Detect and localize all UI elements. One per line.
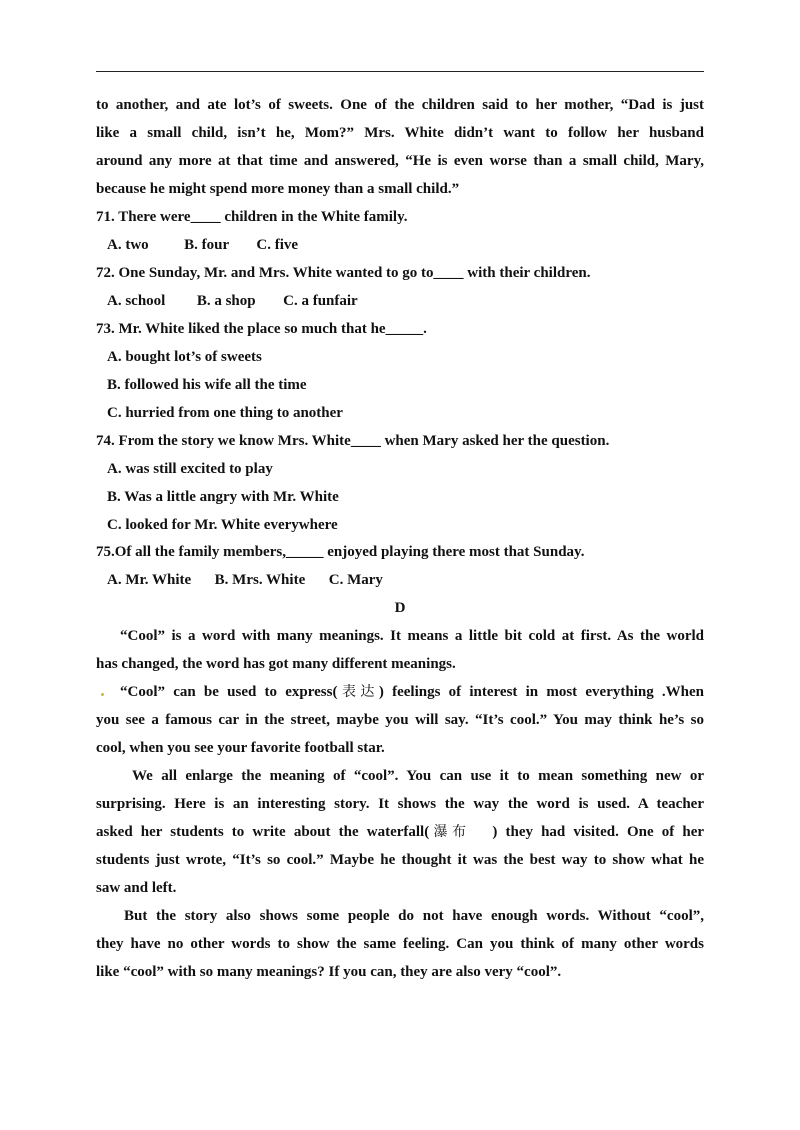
option-c: C. looked for Mr. White everywhere	[107, 517, 338, 533]
option-b: B. followed his wife all the time	[107, 377, 307, 393]
question-75-stem: 75.Of all the family members,_____ enjoyed playing there most that Sunday.	[96, 544, 585, 560]
paragraph-1-line: has changed, the word has got many different meanings.	[96, 656, 456, 672]
option-c: C. hurried from one thing to another	[107, 405, 343, 421]
paragraph-3-line: asked her students to write about the waterfall(瀑布 ) they had visited. One of her	[96, 824, 705, 840]
paragraph-2-line: you see a famous car in the street, maybe you will say. “It’s cool.” You may think he’s so	[96, 712, 704, 728]
question-73-stem: 73. Mr. White liked the place so much that he_____.	[96, 321, 427, 337]
cjk-gloss: 瀑布	[429, 824, 471, 840]
question-71-options	[107, 235, 715, 255]
option-a: A. two	[107, 237, 149, 253]
stray-dot	[101, 693, 104, 696]
cjk-gloss: 表达	[337, 684, 379, 700]
paragraph-2-line: “Cool” can be used to express(表达) feelings of interest in most everything .When	[120, 684, 705, 700]
option-c: C. a funfair	[283, 293, 358, 309]
header-rule	[96, 71, 704, 72]
option-a: A. was still excited to play	[107, 461, 273, 477]
option-c: C. five	[256, 237, 299, 253]
question-75-options	[107, 570, 715, 590]
passage-line: around any more at that time and answered, “He is even worse than a small child, Mary,	[96, 153, 704, 169]
question-72-stem: 72. One Sunday, Mr. and Mrs. White wanted to go to____ with their children.	[96, 265, 591, 281]
option-b: B. Mrs. White	[214, 572, 306, 588]
option-a: A. school	[107, 293, 166, 309]
question-74-stem: 74. From the story we know Mrs. White____ when Mary asked her the question.	[96, 433, 610, 449]
passage-line: to another, and ate lot’s of sweets. One of the children said to her mother, “Dad is just	[96, 97, 704, 113]
paragraph-4-line: But the story also shows some people do not have enough words. Without “cool”,	[124, 908, 704, 924]
paragraph-3-line: saw and left.	[96, 880, 177, 896]
option-c: C. Mary	[328, 572, 383, 588]
paragraph-2-line: cool, when you see your favorite football star.	[96, 740, 385, 756]
paragraph-1-line: “Cool” is a word with many meanings. It means a little bit cold at first. As the world	[120, 628, 704, 644]
option-a: A. Mr. White	[107, 572, 192, 588]
paragraph-4-line: like “cool” with so many meanings? If you can, they are also very “cool”.	[96, 964, 562, 980]
paragraph-4-line: they have no other words to show the same feeling. Can you think of many other words	[96, 936, 704, 952]
option-b: B. a shop	[196, 293, 256, 309]
option-a: A. bought lot’s of sweets	[107, 349, 262, 365]
paragraph-3-line: We all enlarge the meaning of “cool”. You can use it to mean something new or	[132, 768, 704, 784]
paragraph-3-line: students just wrote, “It’s so cool.” Maybe he thought it was the best way to show what he	[96, 852, 704, 868]
passage-line: like a small child, isn’t he, Mom?” Mrs. White didn’t want to follow her husband	[96, 125, 704, 141]
paragraph-3-line: surprising. Here is an interesting story. It shows the way the word is used. A teacher	[96, 796, 704, 812]
option-b: B. Was a little angry with Mr. White	[107, 489, 339, 505]
section-heading: D	[394, 600, 406, 616]
option-b: B. four	[184, 237, 229, 253]
passage-line: because he might spend more money than a small child.”	[96, 181, 460, 197]
question-71-stem: 71. There were____ children in the White family.	[96, 209, 408, 225]
question-72-options	[107, 291, 715, 311]
